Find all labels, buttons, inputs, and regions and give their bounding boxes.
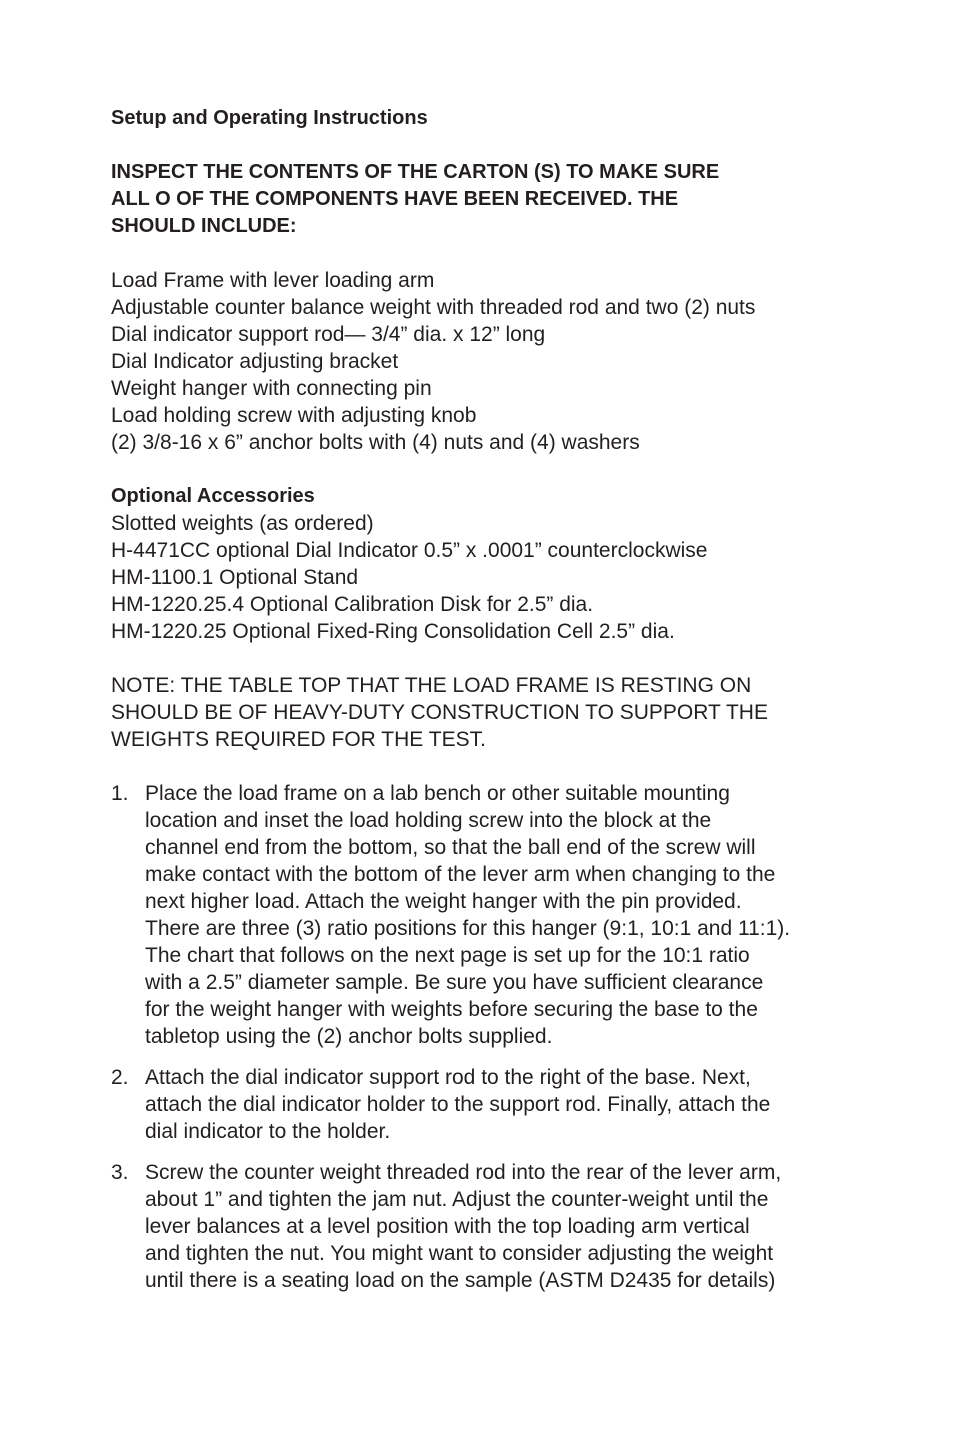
spacer bbox=[111, 132, 851, 159]
step-line: and tighten the nut. You might want to consider adjusting the weight bbox=[145, 1242, 774, 1265]
inspect-heading-line: SHOULD INCLUDE: bbox=[111, 215, 297, 237]
accessory-item: HM-1220.25 Optional Fixed-Ring Consolidation Cell 2.5” dia. bbox=[111, 620, 675, 643]
step-3 bbox=[111, 1159, 851, 1294]
step-line: channel end from the bottom, so that the ball end of the screw will bbox=[145, 836, 756, 859]
note-block bbox=[111, 672, 851, 753]
component-item: Load Frame with lever loading arm bbox=[111, 269, 435, 292]
step-text bbox=[145, 780, 851, 1050]
component-item: Dial indicator support rod— 3/4” dia. x 12” long bbox=[111, 323, 546, 346]
step-text bbox=[145, 1064, 851, 1145]
document-page bbox=[111, 105, 851, 1308]
step-line: Screw the counter weight threaded rod into the rear of the lever arm, bbox=[145, 1161, 782, 1184]
step-line: location and inset the load holding screw into the block at the bbox=[145, 809, 712, 832]
step-line: with a 2.5” diameter sample. Be sure you have sufficient clearance bbox=[145, 971, 764, 994]
instruction-steps bbox=[111, 780, 851, 1294]
component-item: (2) 3/8-16 x 6” anchor bolts with (4) nuts and (4) washers bbox=[111, 431, 640, 454]
page-title: Setup and Operating Instructions bbox=[111, 107, 428, 129]
accessory-item: HM-1100.1 Optional Stand bbox=[111, 566, 359, 589]
step-line: dial indicator to the holder. bbox=[145, 1120, 391, 1143]
component-item: Adjustable counter balance weight with threaded rod and two (2) nuts bbox=[111, 296, 756, 319]
step-line: next higher load. Attach the weight hanger with the pin provided. bbox=[145, 890, 742, 913]
step-number: 1. bbox=[111, 782, 129, 805]
step-line: for the weight hanger with weights before securing the base to the bbox=[145, 998, 758, 1021]
step-line: about 1” and tighten the jam nut. Adjust the counter-weight until the bbox=[145, 1188, 769, 1211]
component-item: Dial Indicator adjusting bracket bbox=[111, 350, 399, 373]
inspect-heading-line: INSPECT THE CONTENTS OF THE CARTON (S) TO MAKE SURE bbox=[111, 161, 720, 183]
step-line: until there is a seating load on the sample (ASTM D2435 for details) bbox=[145, 1269, 776, 1292]
step-line: make contact with the bottom of the lever arm when changing to the bbox=[145, 863, 776, 886]
step-line: attach the dial indicator holder to the support rod. Finally, attach the bbox=[145, 1093, 771, 1116]
step-line: lever balances at a level position with the top loading arm vertical bbox=[145, 1215, 750, 1238]
step-line: There are three (3) ratio positions for this hanger (9:1, 10:1 and 11:1). bbox=[145, 917, 791, 940]
note-line: NOTE: THE TABLE TOP THAT THE LOAD FRAME IS RESTING ON bbox=[111, 674, 752, 697]
spacer bbox=[111, 240, 851, 267]
accessory-item: Slotted weights (as ordered) bbox=[111, 512, 374, 535]
accessories-section bbox=[111, 483, 851, 645]
step-number: 3. bbox=[111, 1161, 129, 1184]
spacer bbox=[111, 456, 851, 483]
step-2 bbox=[111, 1064, 851, 1145]
component-item: Weight hanger with connecting pin bbox=[111, 377, 432, 400]
step-1 bbox=[111, 780, 851, 1050]
spacer bbox=[111, 645, 851, 672]
step-number: 2. bbox=[111, 1066, 129, 1089]
step-line: The chart that follows on the next page is set up for the 10:1 ratio bbox=[145, 944, 750, 967]
accessories-heading: Optional Accessories bbox=[111, 485, 315, 507]
note-line: SHOULD BE OF HEAVY-DUTY CONSTRUCTION TO SUPPORT THE bbox=[111, 701, 768, 724]
step-line: tabletop using the (2) anchor bolts supplied. bbox=[145, 1025, 553, 1048]
step-text bbox=[145, 1159, 851, 1294]
inspect-heading bbox=[111, 159, 851, 240]
component-item: Load holding screw with adjusting knob bbox=[111, 404, 477, 427]
step-line: Place the load frame on a lab bench or other suitable mounting bbox=[145, 782, 730, 805]
step-line: Attach the dial indicator support rod to the right of the base. Next, bbox=[145, 1066, 751, 1089]
accessory-item: HM-1220.25.4 Optional Calibration Disk for 2.5” dia. bbox=[111, 593, 594, 616]
accessory-item: H-4471CC optional Dial Indicator 0.5” x .0001” counterclockwise bbox=[111, 539, 708, 562]
inspect-heading-line: ALL O OF THE COMPONENTS HAVE BEEN RECEIVED. THE bbox=[111, 188, 679, 210]
components-list bbox=[111, 267, 851, 456]
spacer bbox=[111, 753, 851, 780]
note-line: WEIGHTS REQUIRED FOR THE TEST. bbox=[111, 728, 486, 751]
